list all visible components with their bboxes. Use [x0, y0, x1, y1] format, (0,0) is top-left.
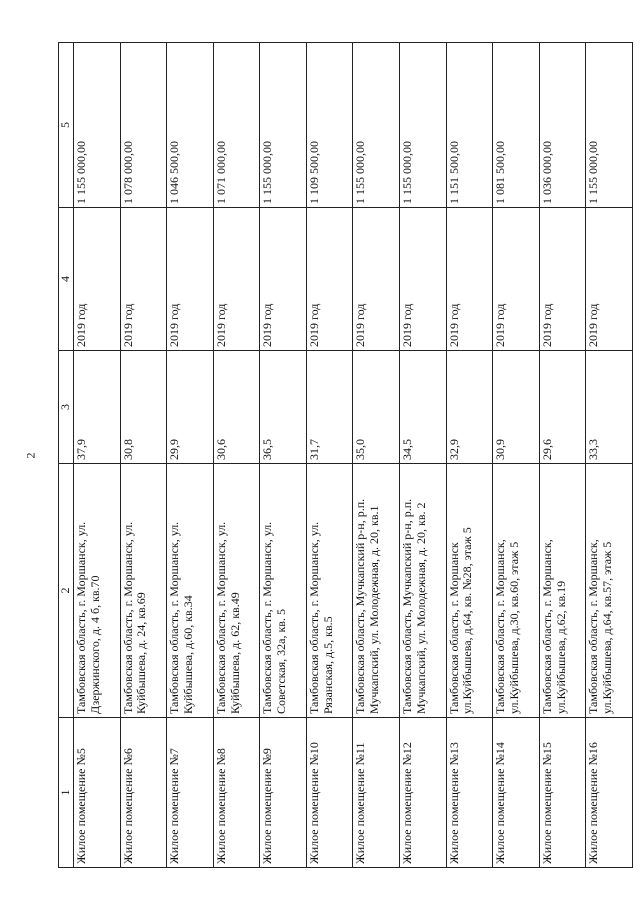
cell-price: 1 046 500,00 — [167, 43, 214, 208]
cell-address: Тамбовская область, г. Моршанск ул.Куйбышева, д.64, кв. №28, этаж 5 — [446, 464, 493, 718]
cell-address: Тамбовская область, г. Моршанск, ул.Куйбышева, д.64, кв.57, этаж 5 — [586, 464, 633, 718]
table-row — [586, 43, 633, 868]
column-header-1: 1 — [59, 718, 74, 868]
cell-area: 34,5 — [400, 351, 447, 464]
cell-address: Тамбовская область, г. Моршанск, ул.Куйбышева, д.62, кв.19 — [539, 464, 586, 718]
cell-price: 1 155 000,00 — [400, 43, 447, 208]
table-row — [539, 43, 586, 868]
cell-address: Тамбовская область, г. Моршанск, ул. Куйбышева, д.60, кв.34 — [167, 464, 214, 718]
cell-price: 1 155 000,00 — [260, 43, 307, 208]
cell-price: 1 081 500,00 — [493, 43, 540, 208]
cell-price: 1 155 000,00 — [74, 43, 121, 208]
table-row — [446, 43, 493, 868]
cell-name: Жилое помещение №14 — [493, 718, 540, 868]
cell-year: 2019 год — [539, 208, 586, 351]
cell-price: 1 109 500,00 — [306, 43, 353, 208]
cell-area: 30,9 — [493, 351, 540, 464]
column-header-2: 2 — [59, 464, 74, 718]
table-row — [260, 43, 307, 868]
cell-name: Жилое помещение №15 — [539, 718, 586, 868]
property-table — [58, 42, 633, 868]
cell-address: Тамбовская область, г. Моршанск, ул. Куйбышева, д. 24, кв.69 — [120, 464, 167, 718]
cell-year: 2019 год — [353, 208, 400, 351]
cell-price: 1 151 500,00 — [446, 43, 493, 208]
cell-year: 2019 год — [586, 208, 633, 351]
cell-area: 30,6 — [213, 351, 260, 464]
cell-address: Тамбовская область, г. Моршанск, ул. Советская, 32а, кв. 5 — [260, 464, 307, 718]
cell-area: 33,3 — [586, 351, 633, 464]
table-row — [306, 43, 353, 868]
cell-year: 2019 год — [493, 208, 540, 351]
cell-name: Жилое помещение №11 — [353, 718, 400, 868]
table-row — [74, 43, 121, 868]
cell-year: 2019 год — [74, 208, 121, 351]
cell-price: 1 036 000,00 — [539, 43, 586, 208]
cell-year: 2019 год — [213, 208, 260, 351]
table-header-row — [59, 43, 74, 868]
page-number: 2 — [23, 452, 38, 459]
table-row — [493, 43, 540, 868]
property-table-container — [58, 43, 633, 868]
cell-name: Жилое помещение №8 — [213, 718, 260, 868]
cell-address: Тамбовская область, г. Моршанск, ул. Дзержинского, д. 4 б, кв.70 — [74, 464, 121, 718]
cell-area: 31,7 — [306, 351, 353, 464]
cell-name: Жилое помещение №9 — [260, 718, 307, 868]
column-header-5: 5 — [59, 43, 74, 208]
cell-area: 36,5 — [260, 351, 307, 464]
column-header-4: 4 — [59, 208, 74, 351]
cell-name: Жилое помещение №12 — [400, 718, 447, 868]
cell-area: 32,9 — [446, 351, 493, 464]
cell-address: Тамбовская область, Мучкапский р-н, р.п. Мучкапский, ул. Молодежная, д. 20, кв.1 — [353, 464, 400, 718]
cell-name: Жилое помещение №7 — [167, 718, 214, 868]
table-row — [167, 43, 214, 868]
cell-address: Тамбовская область, Мучкапский р-н, р.п. Мучкапский, ул. Молодежная, д. 20, кв. 2 — [400, 464, 447, 718]
cell-year: 2019 год — [260, 208, 307, 351]
cell-year: 2019 год — [306, 208, 353, 351]
cell-area: 35,0 — [353, 351, 400, 464]
cell-name: Жилое помещение №6 — [120, 718, 167, 868]
cell-name: Жилое помещение №13 — [446, 718, 493, 868]
table-row — [120, 43, 167, 868]
cell-address: Тамбовская область, г. Моршанск, ул. Куйбышева, д. 62, кв.49 — [213, 464, 260, 718]
cell-year: 2019 год — [167, 208, 214, 351]
cell-name: Жилое помещение №10 — [306, 718, 353, 868]
cell-year: 2019 год — [120, 208, 167, 351]
cell-price: 1 155 000,00 — [586, 43, 633, 208]
cell-area: 30,8 — [120, 351, 167, 464]
cell-area: 37,9 — [74, 351, 121, 464]
cell-year: 2019 год — [446, 208, 493, 351]
cell-area: 29,9 — [167, 351, 214, 464]
cell-year: 2019 год — [400, 208, 447, 351]
table-row — [400, 43, 447, 868]
cell-price: 1 078 000,00 — [120, 43, 167, 208]
cell-area: 29,6 — [539, 351, 586, 464]
cell-address: Тамбовская область, г. Моршанск, ул.Куйбышева, д.30, кв.60, этаж 5 — [493, 464, 540, 718]
cell-price: 1 155 000,00 — [353, 43, 400, 208]
cell-price: 1 071 000,00 — [213, 43, 260, 208]
column-header-3: 3 — [59, 351, 74, 464]
table-row — [353, 43, 400, 868]
cell-name: Жилое помещение №5 — [74, 718, 121, 868]
cell-address: Тамбовская область, г. Моршанск, ул. Рязанская, д.5, кв.5 — [306, 464, 353, 718]
table-row — [213, 43, 260, 868]
cell-name: Жилое помещение №16 — [586, 718, 633, 868]
